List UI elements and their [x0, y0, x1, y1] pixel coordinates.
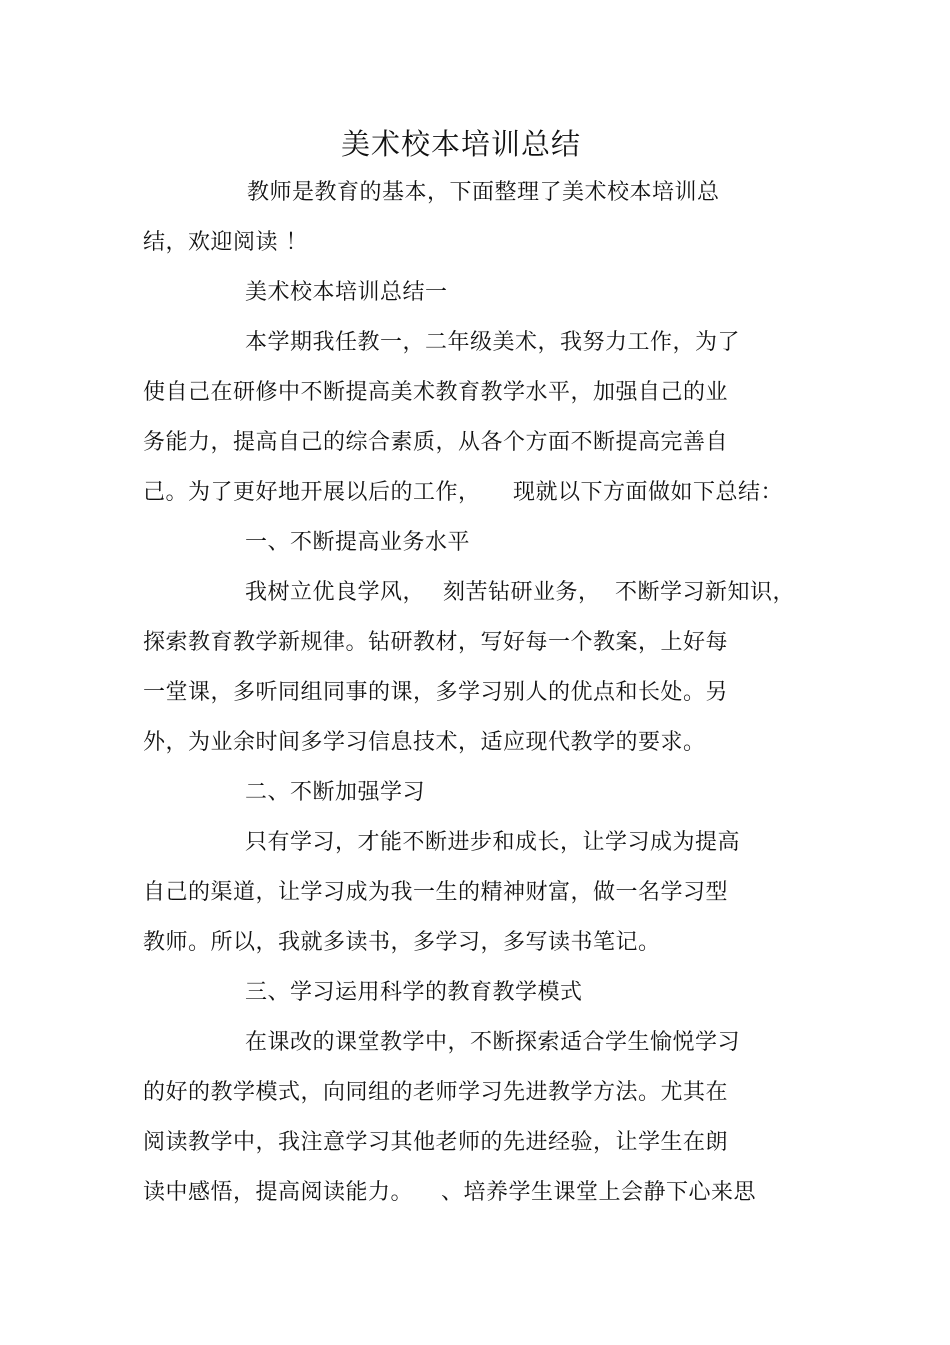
paragraph-line: 的好的教学模式，向同组的老师学习先进教学方法。尤其在: [143, 1080, 729, 1105]
paragraph-line: 在课改的课堂教学中，不断探索适合学生愉悦学习: [245, 1030, 741, 1055]
paragraph-line: 现就以下方面做如下总结：: [513, 480, 784, 505]
paragraph-line: 本学期我任教一，二年级美术，我努力工作，为了: [245, 330, 741, 355]
section-heading: 二、不断加强学习: [245, 780, 426, 805]
paragraph-line: 阅读教学中，我注意学习其他老师的先进经验，让学生在朗: [143, 1130, 729, 1155]
document-title: 美术校本培训总结: [340, 127, 581, 161]
paragraph-line: 探索教育教学新规律。钻研教材，写好每一个教案，上好每: [143, 630, 729, 655]
paragraph-line: 己。为了更好地开展以后的工作，: [143, 480, 481, 505]
section-heading: 一、不断提高业务水平: [245, 530, 471, 555]
paragraph-line: 一堂课，多听同组同事的课，多学习别人的优点和长处。另: [143, 680, 729, 705]
section-heading: 三、学习运用科学的教育教学模式: [245, 980, 583, 1005]
paragraph-line: 我树立优良学风，: [245, 580, 426, 605]
paragraph-line: 刻苦钻研业务，: [443, 580, 601, 605]
paragraph-line: 不断学习新知识，: [615, 580, 796, 605]
paragraph-line: 自己的渠道，让学习成为我一生的精神财富，做一名学习型: [143, 880, 729, 905]
paragraph-line: 教师是教育的基本，下面整理了美术校本培训总: [247, 180, 720, 205]
paragraph-line: 读中感悟，提高阅读能力。: [143, 1180, 414, 1205]
paragraph-line: 结，欢迎阅读 ！: [143, 230, 308, 255]
paragraph-line: 使自己在研修中不断提高美术教育教学水平，加强自己的业: [143, 380, 729, 405]
paragraph-line: 、培养学生课堂上会静下心来思: [441, 1180, 757, 1205]
paragraph-line: 务能力，提高自己的综合素质，从各个方面不断提高完善自: [143, 430, 729, 455]
section-heading: 美术校本培训总结一: [245, 280, 448, 305]
paragraph-line: 只有学习，才能不断进步和成长，让学习成为提高: [245, 830, 741, 855]
paragraph-line: 外，为业余时间多学习信息技术，适应现代教学的要求。: [143, 730, 706, 755]
paragraph-line: 教师。所以，我就多读书，多学习，多写读书笔记。: [143, 930, 661, 955]
